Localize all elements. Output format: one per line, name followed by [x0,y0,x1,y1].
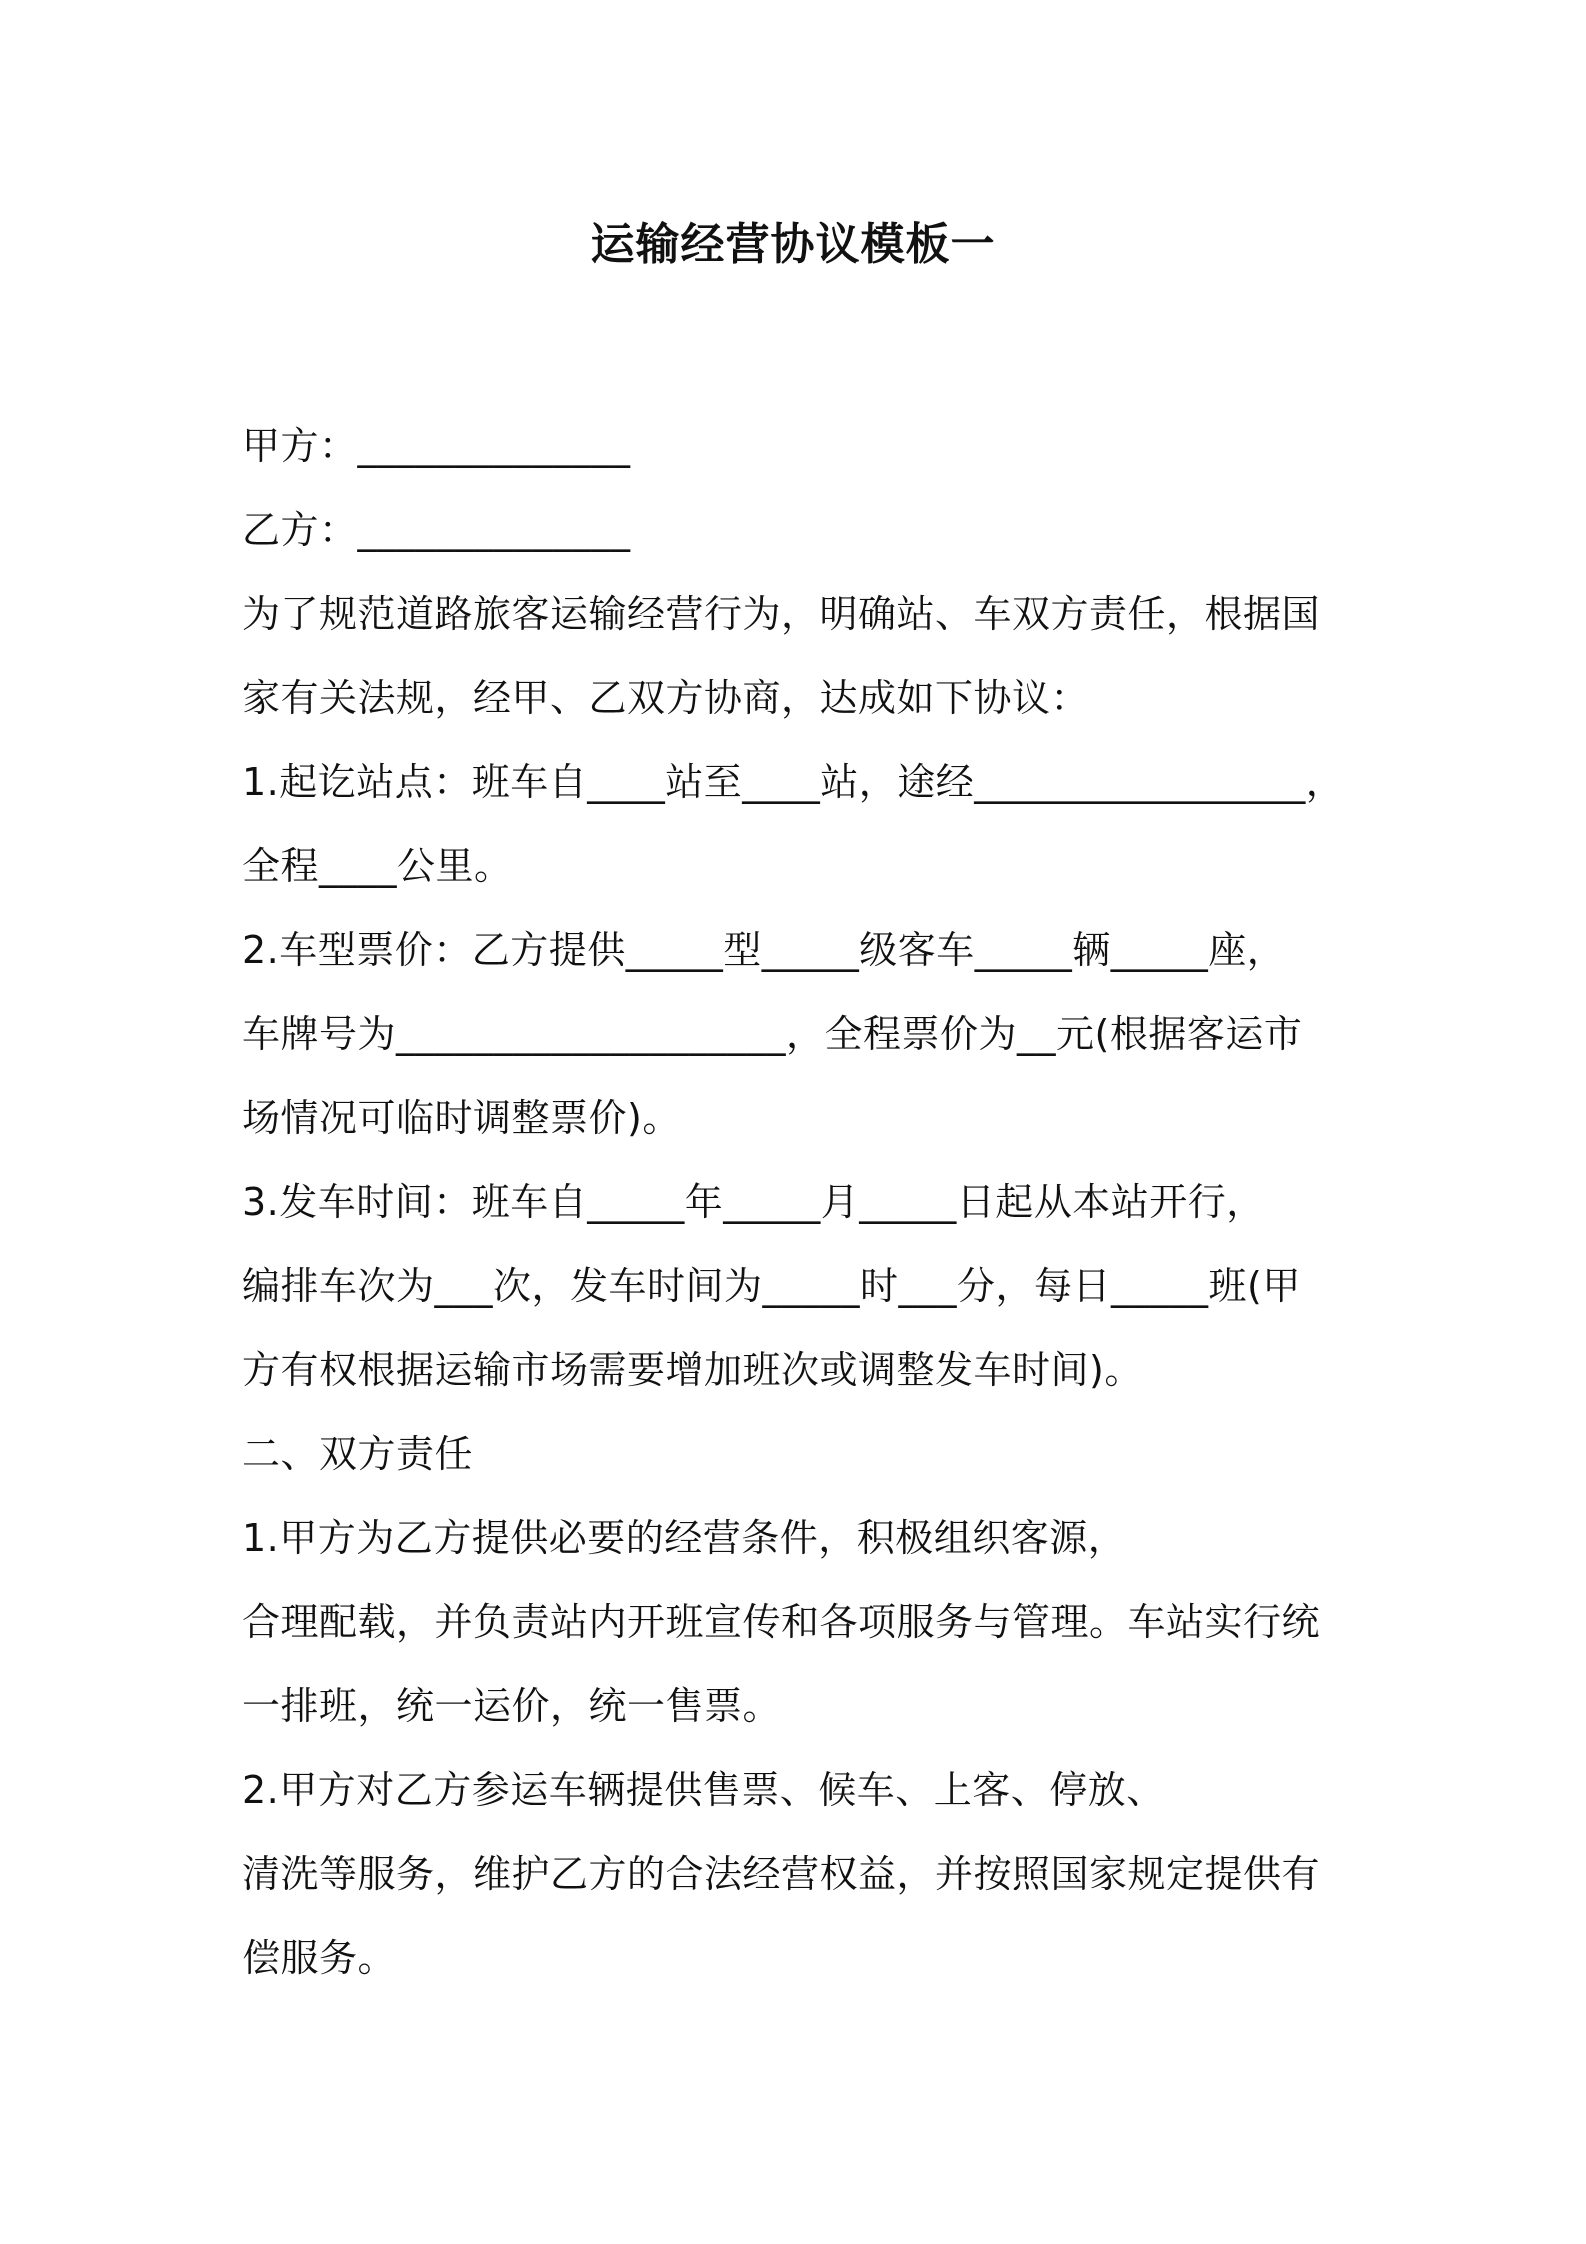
document-body [242,404,1362,2000]
responsibility-1-line-3: 一排班，统一运价，统一售票。 [242,1684,782,1728]
responsibility-1-line-1: 1.甲方为乙方提供必要的经营条件，积极组织客源， [242,1516,1127,1560]
responsibility-2-line-3: 偿服务。 [242,1936,397,1980]
responsibility-1-line-2: 合理配载，并负责站内开班宣传和各项服务与管理。车站实行统 [242,1600,1321,1644]
clause-1-line-2: 全程____公里。 [242,844,513,888]
responsibility-2-line-1: 2.甲方对乙方参运车辆提供售票、候车、上客、停放、 [242,1768,1165,1812]
clause-3-line-3: 方有权根据运输市场需要增加班次或调整发车时间)。 [242,1348,1143,1392]
intro-line-2: 家有关法规，经甲、乙双方协商，达成如下协议： [242,676,1090,720]
clause-1-line-1: 1.起讫站点：班车自____站至____站，途经_________________， [242,760,1345,804]
clause-3-line-2: 编排车次为___次，发车时间为_____时___分，每日_____班(甲 [242,1264,1301,1308]
party-a-line: 甲方：______________ [242,424,631,468]
clause-2-line-2: 车牌号为____________________，全程票价为__元(根据客运市 [242,1012,1303,1056]
clause-2-line-1: 2.车型票价：乙方提供_____型_____级客车_____辆_____座， [242,928,1286,972]
party-b-line: 乙方：______________ [242,508,631,552]
intro-line-1: 为了规范道路旅客运输经营行为，明确站、车双方责任，根据国 [242,592,1321,636]
responsibility-2-line-2: 清洗等服务，维护乙方的合法经营权益，并按照国家规定提供有 [242,1852,1321,1896]
clause-2-line-3: 场情况可临时调整票价)。 [242,1096,681,1140]
section-heading-responsibilities: 二、双方责任 [242,1432,474,1476]
document-title: 运输经营协议模板一 [590,219,996,270]
clause-3-line-1: 3.发车时间：班车自_____年_____月_____日起从本站开行， [242,1180,1265,1224]
